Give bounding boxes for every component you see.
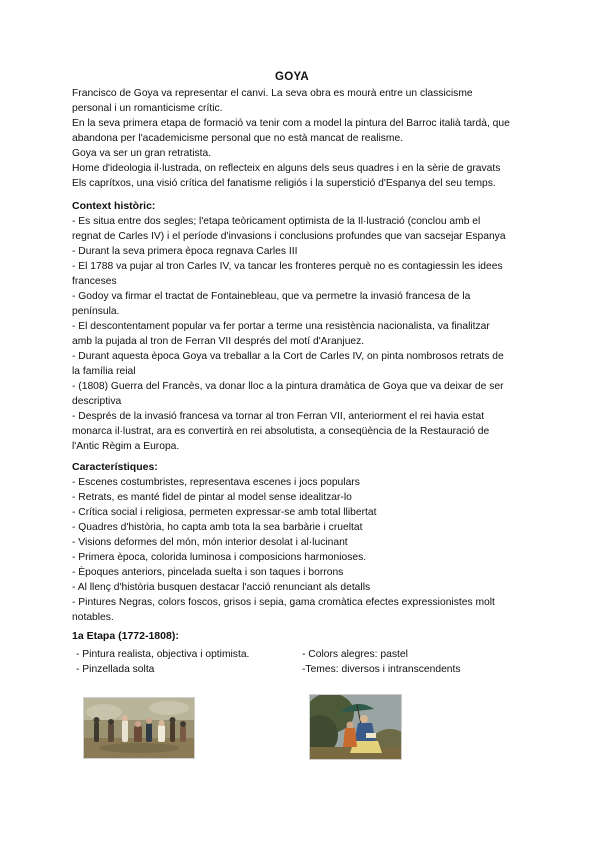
painting-1-artwork [84, 698, 194, 758]
intro-paragraph: Goya va ser un gran retratista. [72, 148, 212, 159]
context-item: - Durant aquesta època Goya va treballar a la Cort de Carles IV, on pinta nombrosos retrats de la família reial [72, 351, 504, 377]
painting-image-1 [83, 697, 195, 759]
features-item: - Visions deformes del món, món interior desolat i al·lucinant [72, 537, 348, 548]
context-item: - Godoy va firmar el tractat de Fontainebleau, que va permetre la invasió francesa de la península. [72, 291, 471, 317]
intro-paragraph: Home d'ideologia il·lustrada, on reflecteix en alguns dels seus quadres i en la sèrie de gravats Els caprítxos, una visió crítica del fanatisme religiós i la superstició d'Espanya del seu temps. [72, 163, 501, 189]
intro-paragraph: En la seva primera etapa de formació va tenir com a model la pintura del Barroc italià tardà, que abandona per l'academicisme personal que no està mancat de realisme. [72, 118, 510, 144]
stage1-item: - Pintura realista, objectiva i optimista. [76, 649, 250, 660]
stage1-left-column [76, 647, 302, 677]
stage1-item: -Temes: diversos i intranscendents [302, 664, 461, 675]
stage1-item: - Colors alegres: pastel [302, 649, 408, 660]
features-item: - Al llenç d'història busquen destacar l'acció renunciant als detalls [72, 582, 371, 593]
features-item: - Crítica social i religiosa, permeten expressar-se amb total llibertat [72, 507, 377, 518]
painting-image-2 [309, 694, 402, 760]
context-item: - Es situa entre dos segles; l'etapa teòricament optimista de la Il·lustració (conclou amb el regnat de Carles IV) i el període d'invasions i conclusions profundes que van sacsejar Espanya [72, 216, 506, 242]
features-item: - Pintures Negras, colors foscos, grisos i sepia, gama cromàtica efectes expressionistes molt notables. [72, 597, 495, 623]
features-item: - Quadres d'història, ho capta amb tota la sea barbàrie i crueltat [72, 522, 363, 533]
stage1-section [72, 629, 512, 677]
features-item: - Retrats, es manté fidel de pintar al model sense idealitzar-lo [72, 492, 352, 503]
context-item: - Durant la seva primera època regnava Carles III [72, 246, 298, 257]
stage1-columns [72, 647, 512, 677]
features-item: - Primera època, colorida luminosa i composicions harmonioses. [72, 552, 367, 563]
features-item: - Escenes costumbristes, representava escenes i jocs populars [72, 477, 360, 488]
document-content [72, 70, 512, 677]
stage1-heading: 1a Etapa (1772-1808): [72, 630, 179, 642]
context-item: - El descontentament popular va fer portar a terme una resistència nacionalista, va finalitzar amb la pujada al tron de Ferran VII després del motí d'Aranjuez. [72, 321, 490, 347]
context-heading: Context històric: [72, 200, 156, 212]
context-item: - (1808) Guerra del Francès, va donar lloc a la pintura dramàtica de Goya que va deixar de ser descriptiva [72, 381, 504, 407]
context-item: - Després de la invasió francesa va tornar al tron Ferran VII, anteriorment el rei havia estat monarca il·lustrat, ara es convertirà en rei absolutista, a conseqüència de la Restauració de l'Antic Règim a Europa. [72, 411, 490, 452]
page-title: GOYA [274, 71, 309, 83]
stage1-item: - Pinzellada solta [76, 664, 155, 675]
features-heading: Característiques: [72, 461, 158, 473]
context-item: - El 1788 va pujar al tron Carles IV, va tancar les fronteres perquè no es contagiessin les idees franceses [72, 261, 503, 287]
intro-paragraph: Francisco de Goya va representar el canvi. La seva obra es mourà entre un classicisme personal i un romanticisme crític. [72, 88, 473, 114]
context-section [72, 199, 512, 454]
stage1-right-column [302, 647, 512, 677]
intro-section [72, 86, 512, 191]
features-section [72, 460, 512, 625]
painting-2-artwork [310, 695, 401, 759]
features-item: - Èpoques anteriors, pincelada suelta i son taques i borrons [72, 567, 344, 578]
